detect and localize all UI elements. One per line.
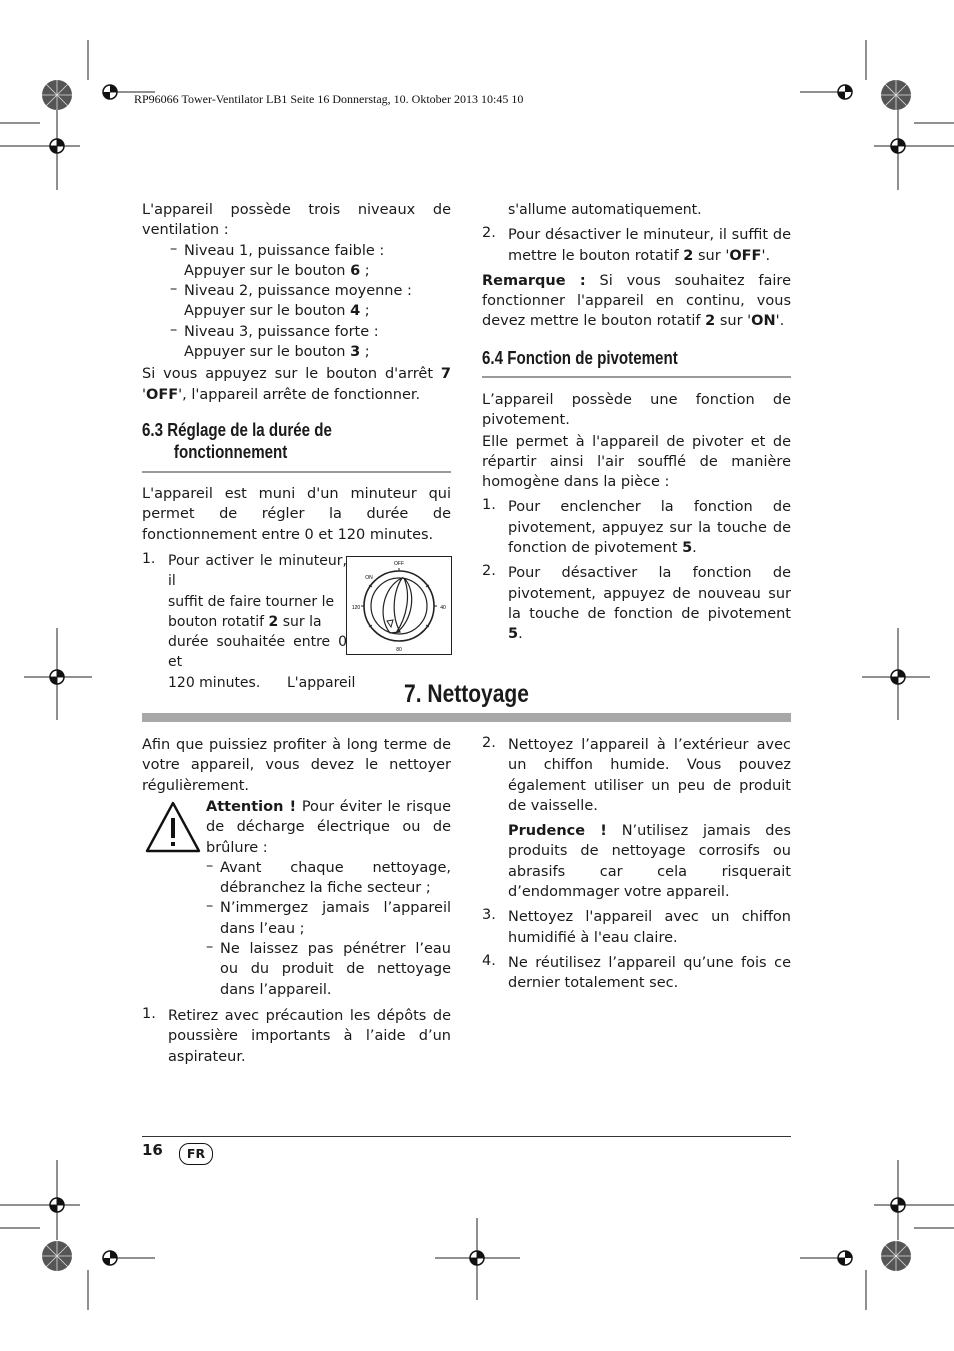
dial-label-on: ON xyxy=(365,575,373,581)
chapter-7-bar xyxy=(142,713,791,722)
warning-item-3: – Ne laissez pas pénétrer l’eau ou du produit de nettoyage dans l’appareil. xyxy=(206,939,451,998)
cleaning-step-3: 3. Nettoyez l'appareil avec un chiffon humidifié à l'eau claire. xyxy=(482,907,791,946)
remark-paragraph: Remarque : Si vous souhaitez faire fonctionner l'appareil en continu, vous devez mettre le bouton rotatif 2 sur 'ON'. xyxy=(482,272,791,330)
warning-item-2: – N’immergez jamais l’appareil dans l’eau ; xyxy=(206,898,451,937)
dial-label-off: OFF xyxy=(394,561,404,567)
cleaning-right-column xyxy=(482,735,791,994)
attention-label: Attention ! xyxy=(206,799,297,815)
level-item-1: – Niveau 1, puissance faible : Appuyer sur le bouton 6 ; xyxy=(170,240,385,279)
section-6-3-rule xyxy=(142,471,451,473)
remark-label: Remarque : xyxy=(482,272,586,289)
cleaning-step-4: 4. Ne réutilisez l’appareil qu’une fois ce dernier totalement sec. xyxy=(482,952,791,992)
button-number: 6 xyxy=(350,262,361,279)
pivot-paragraph-2: Elle permet à l'appareil de pivoter et de répartir ainsi l'air soufflé de manière homogène dans la pièce : xyxy=(482,433,791,491)
right-column-top xyxy=(482,200,791,332)
cleaning-left-column xyxy=(142,735,451,796)
cleaning-intro: Afin que puissiez profiter à long terme de votre appareil, vous devez le nettoyer régulièrement. xyxy=(142,737,451,794)
timer-step-1: 1. Pour activer le minuteur, il suffit de faire tourner le bouton rotatif 2 sur la durée souhaitée entre 0 et 120 minutes. L'appareil xyxy=(142,551,356,691)
timer-dial-illustration xyxy=(346,556,452,655)
pivot-paragraph-1: L’appareil possède une fonction de pivotement. xyxy=(482,392,791,429)
section-6-3-title: 6.3 Réglage de la durée de fonctionnement xyxy=(142,420,332,462)
attention-block: Attention ! Pour éviter le risque de décharge électrique ou de brûlure : – Avant chaque nettoyage, débranchez la fiche secteur ; – N’immergez jamais l’appareil dans l’eau ; – Ne laissez pas pénétrer l’eau ou du produit de nettoyage dans l’appareil. xyxy=(206,797,451,1000)
button-number: 4 xyxy=(350,303,361,320)
warning-triangle-icon xyxy=(144,800,202,854)
timer-intro: L'appareil est muni d'un minuteur qui permet de régler la durée de fonctionnement entre 0 et 120 minutes. xyxy=(142,486,451,543)
page-number: 16 xyxy=(142,1141,163,1159)
language-badge: FR xyxy=(179,1143,213,1165)
level-item-3: – Niveau 3, puissance forte : Appuyer sur le bouton 3 ; xyxy=(170,321,379,361)
prudence-label: Prudence ! xyxy=(508,823,607,840)
pivot-section xyxy=(482,390,791,645)
chapter-7-title: 7. Nettoyage xyxy=(404,680,529,708)
pivot-step-1: 1. Pour enclencher la fonction de pivotement, appuyez sur la touche de fonction de pivotement 5. xyxy=(482,497,791,557)
ventilation-intro: L'appareil possède trois niveaux de ventilation : xyxy=(142,202,451,239)
warning-item-1: – Avant chaque nettoyage, débranchez la fiche secteur ; xyxy=(206,857,451,897)
prudence-paragraph: Prudence ! N’utilisez jamais des produits de nettoyage corrosifs ou abrasifs car cela risquerait d’endommager votre appareil. xyxy=(508,823,791,901)
button-number: 3 xyxy=(350,344,361,361)
level-item-2: – Niveau 2, puissance moyenne : Appuyer sur le bouton 4 ; xyxy=(170,281,412,320)
rotary-knob-icon xyxy=(347,557,451,654)
ventilation-levels xyxy=(170,241,451,363)
pivot-step-2: 2. Pour désactiver la fonction de pivotement, appuyez de nouveau sur la touche de fonction de pivotement 5. xyxy=(482,563,791,643)
section-6-4-rule xyxy=(482,376,791,378)
timer-step-1-continued: s'allume automatiquement. xyxy=(508,202,702,218)
left-column-top xyxy=(142,200,451,405)
timer-section xyxy=(142,484,451,545)
dial-label-40: 40 xyxy=(440,605,446,611)
timer-step-2: 2. Pour désactiver le minuteur, il suffit de mettre le bouton rotatif 2 sur 'OFF'. xyxy=(482,225,791,264)
section-6-4-title: 6.4 Fonction de pivotement xyxy=(482,348,678,368)
footer-rule xyxy=(142,1136,791,1137)
dial-label-80: 80 xyxy=(396,647,402,653)
print-header-line: RP96066 Tower-Ventilator LB1 Seite 16 Donnerstag, 10. Oktober 2013 10:45 10 xyxy=(134,92,524,106)
dial-label-120: 120 xyxy=(351,605,361,611)
off-button-paragraph: Si vous appuyez sur le bouton d'arrêt 7 'OFF', l'appareil arrête de fonctionner. xyxy=(142,366,451,403)
cleaning-step-2: 2. Nettoyez l’appareil à l’extérieur avec un chiffon humide. Vous pouvez également utiliser un peu de produit de vaisselle. xyxy=(482,735,791,814)
cleaning-step-1: 1. Retirez avec précaution les dépôts de poussière importants à l’aide d’un aspirateur. xyxy=(142,1006,451,1065)
